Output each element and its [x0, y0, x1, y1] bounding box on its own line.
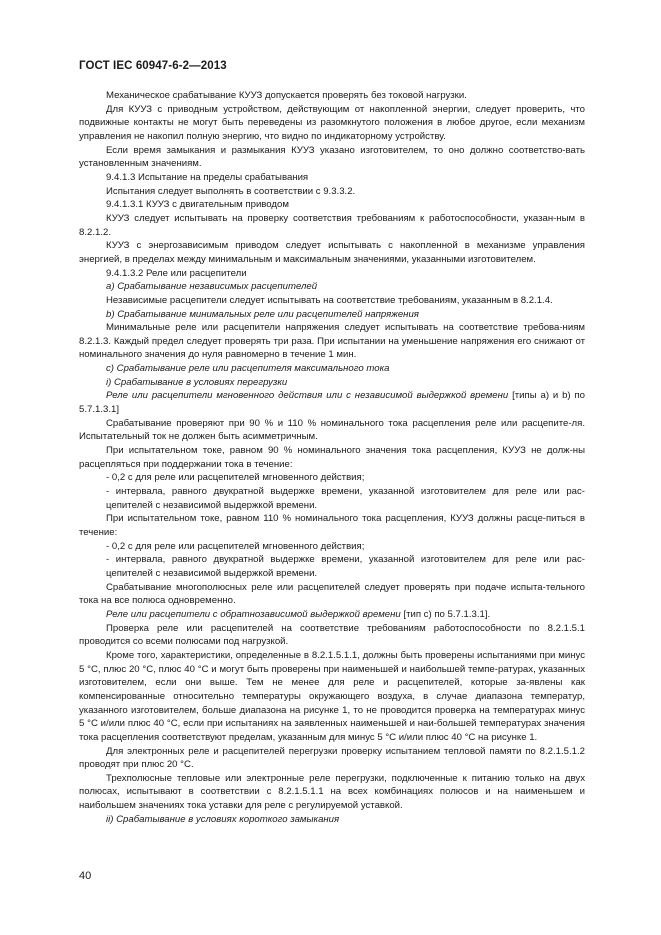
paragraph: Если время замыкания и размыкания КУУЗ указано изготовителем, то оно должно соответство-вать установленным значениям.: [79, 144, 585, 170]
subsection-heading: b) Срабатывание минимальных реле или расцепителей напряжения: [106, 308, 419, 320]
subsection-heading: i) Срабатывание в условиях перегрузки: [106, 376, 288, 388]
subsection-heading: c) Срабатывание реле или расцепителя максимального тока: [106, 363, 390, 375]
list-item: - 0,2 с для реле или расцепителей мгновенного действия;: [106, 540, 365, 552]
section-heading: 9.4.1.3.2 Реле или расцепители: [106, 267, 247, 279]
paragraph: Минимальные реле или расцепители напряжения следует испытывать на соответствие требова-ниям 8.2.1.3. Каждый предел следует проверять три раза. При испытании на уменьшение напряжения его снижают от номинального значения до нуля равномерно в течение 1 мин.: [79, 322, 585, 361]
paragraph: Срабатывание проверяют при 90 % и 110 % номинального тока расцепления реле или расцепите-ля. Испытательный ток не должен быть асимметричным.: [79, 417, 585, 443]
paragraph: Независимые расцепители следует испытывать на соответствие требованиям, указанным в 8.2.1.4.: [106, 294, 553, 306]
list-item: - 0,2 с для реле или расцепителей мгновенного действия;: [106, 472, 365, 484]
paragraph: Трехполюсные тепловые или электронные реле перегрузки, подключенные к питанию только на двух полюсах, испытывают в соответствии с 8.2.1.5.1.1 на всех комбинациях полюсов и на наименьшем и наибольшем значениях тока уставки для реле с регулируемой уставкой.: [79, 772, 585, 812]
section-heading: 9.4.1.3 Испытание на пределы срабатывания: [106, 171, 309, 183]
paragraph: КУУЗ следует испытывать на проверку соответствия требованиям к работоспособности, указан-ным в 8.2.1.2.: [79, 212, 585, 238]
paragraph: При испытательном токе, равном 110 % номинального тока расцепления, КУУЗ должны расце-питься в течение:: [79, 513, 585, 538]
italic-run: Реле или расцепители с обратнозависимой выдержкой времени: [106, 608, 401, 620]
list-item: - интервала, равного двукратной выдержке времени, указанной изготовителем для реле или рас-цепителей с независимой выдержкой времени.: [106, 486, 585, 511]
subsection-heading: ii) Срабатывание в условиях короткого замыкания: [106, 813, 340, 825]
section-heading: 9.4.1.3.1 КУУЗ с двигательным приводом: [106, 199, 289, 211]
list-item: - интервала, равного двукратной выдержке времени, указанной изготовителем для реле или рас-цепителей с независимой выдержкой времени.: [106, 554, 585, 579]
paragraph: Кроме того, характеристики, определенные в 8.2.1.5.1.1, должны быть проверены испытаниями при минус 5 °C, плюс 20 °C, плюс 40 °C и могут быть проверены при наименьшей и наибольшей темпе-ратурах, указанных изготовителем, если они выше. Тем не менее для реле и расцепителей, которые за-явлены как компенсированные относительно температуры окружающего воздуха, в случае диапазона температур, указанного изготовителем, больше диапазона на рисунке 1, то не проводится проверка на температурах минус 5 °C и/или плюс 40 °C, если при испытаниях на заявленных наименьшей и наи-большей температурах значения тока расцепления соответствуют пределам, указанным для минус 5 °C и/или плюс 40 °C на рисунке 1.: [79, 649, 585, 743]
standard-header: ГОСТ IEC 60947-6-2—2013: [79, 60, 227, 72]
reference-run: [тип c) по 5.7.1.3.1].: [403, 608, 491, 620]
document-body: [79, 89, 585, 826]
paragraph: Срабатывание многополюсных реле или расцепителей следует проверять при подаче испыта-тельного тока на все полюса одновременно.: [79, 581, 585, 607]
page-number: 40: [79, 870, 92, 882]
paragraph: Испытания следует выполнять в соответствии с 9.3.3.2.: [106, 185, 356, 197]
paragraph: [79, 389, 585, 416]
paragraph: Для электронных реле и расцепителей перегрузки проверку испытанием тепловой памяти по 8.2.1.5.1.2 проводят при плюс 20 °C.: [79, 745, 585, 771]
paragraph: Для КУУЗ с приводным устройством, действующим от накопленной энергии, следует проверить, что подвижные контакты не могут быть переведены из разомкнутого положения в любое другое, если механизм управления не накопил полную энергию, что видно по индикаторному устройству.: [79, 103, 585, 142]
reference-run: [типы a) и b) по 5.7.1.3.1]: [79, 390, 586, 416]
subsection-heading: a) Срабатывание независимых расцепителей: [106, 281, 318, 293]
paragraph: КУУЗ с энергозависимым приводом следует испытывать с накопленной в механизме управления энергией, в пределах между минимальным и максимальным значениями, указанными изготовителем.: [79, 240, 585, 265]
paragraph: Механическое срабатывание КУУЗ допускается проверять без токовой нагрузки.: [106, 90, 467, 101]
paragraph: При испытательном токе, равном 90 % номинального значения тока расцепления, КУУЗ не долж-ны расцепляться при поддержании тока в течение:: [79, 445, 585, 470]
italic-run: Реле или расцепители мгновенного действия или с независимой выдержкой времени: [106, 390, 509, 402]
paragraph: Проверка реле или расцепителей на соответствие требованиям работоспособности по 8.2.1.5.1 проводится со всеми полюсами под нагрузкой.: [79, 622, 585, 648]
paragraph: [79, 608, 585, 622]
